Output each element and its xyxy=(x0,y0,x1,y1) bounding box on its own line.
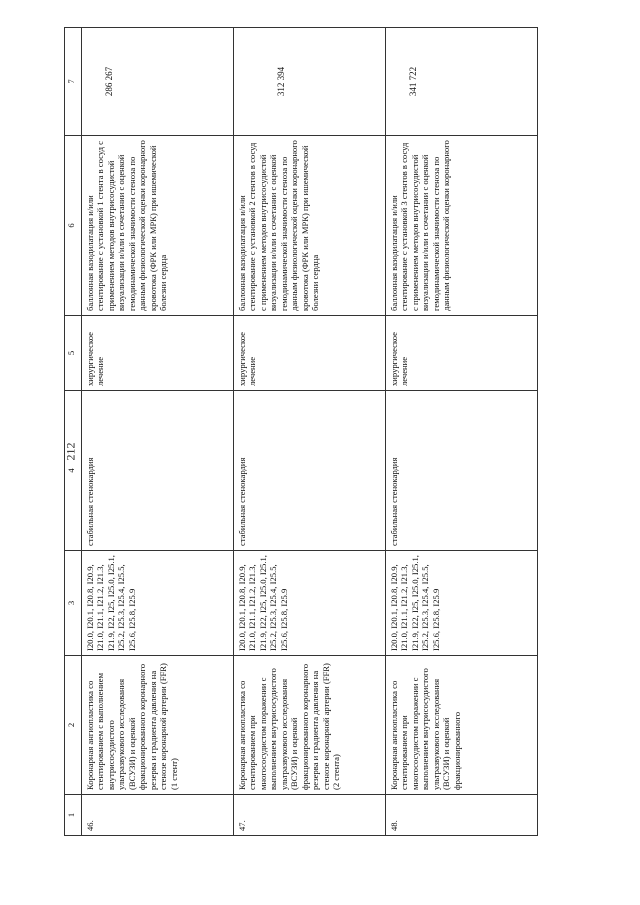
col-header-3: 3 xyxy=(65,551,82,656)
column-number-header-row xyxy=(65,28,82,836)
diagnosis-codes: I20.0, I20.1, I20.8, I20.9, I21.0, I21.1, I21.2, I21.3, I21.9, I22, I25, I25.0, I25.1, I25.2, I25.3, I25.4, I25.5, I25.6, I25.8, I25.9 xyxy=(82,551,234,656)
service-name: Коронарная ангиопластика со стентированием при многососудистом поражении с выполнением внутрисосудистого ультразвукового исследования (ВСУЗИ) и оценкой фракционированного коронарного резерва и градиента давления на стенозе коронарной артерии (FFR) (2 стента) xyxy=(234,656,386,795)
table-row xyxy=(234,28,386,836)
patient-model: стабильная стенокардия xyxy=(234,391,386,551)
treatment-type: хирургическое лечение xyxy=(82,316,234,391)
table-row xyxy=(386,28,538,836)
col-header-7: 7 xyxy=(65,28,82,136)
rotated-table-container xyxy=(64,63,547,836)
price: 286 267 xyxy=(82,28,234,136)
patient-model: стабильная стенокардия xyxy=(386,391,538,551)
col-header-1: 1 xyxy=(65,795,82,836)
table-row xyxy=(82,28,234,836)
services-table xyxy=(64,27,538,836)
diagnosis-codes: I20.0, I20.1, I20.8, I20.9, I21.0, I21.1, I21.2, I21.3, I21.9, I22, I25, I25.0, I25.1, I25.2, I25.3, I25.4, I25.5, I25.6, I25.8, I25.9 xyxy=(386,551,538,656)
treatment-method: баллонная вазодилатация и/или стентирование с установкой 2 стентов в сосуд с применением методов внутрисосудистой визуализации и/или в сочетании с оценкой гемодинамической значимости стеноза по данным физиологической оценки коронарного кровотока (ФРК или МРК) при ишемической болезни сердца xyxy=(234,136,386,316)
treatment-method: баллонная вазодилатация и/или стентирование с установкой 1 стента в сосуд с применением методов внутрисосудистой визуализации и/или в сочетании с оценкой гемодинамической значимости стеноза по данным физиологической оценки коронарного кровотока (ФРК или МРК) при ишемической болезни сердца xyxy=(82,136,234,316)
price: 341 722 xyxy=(386,28,538,136)
service-name: Коронарная ангиопластика со стентированием при многососудистом поражении с выполнением внутрисосудистого ультразвукового исследования (ВСУЗИ) и оценкой фракционированного xyxy=(386,656,538,795)
price: 312 394 xyxy=(234,28,386,136)
row-number: 48. xyxy=(386,795,538,836)
treatment-method: баллонная вазодилатация и/или стентирование с установкой 3 стентов в сосуд с применением методов внутрисосудистой визуализации и/или в сочетании с оценкой гемодинамической значимости стеноза по данным физиологической оценки коронарного xyxy=(386,136,538,316)
col-header-6: 6 xyxy=(65,136,82,316)
col-header-2: 2 xyxy=(65,656,82,795)
row-number: 46. xyxy=(82,795,234,836)
col-header-4: 4 xyxy=(65,391,82,551)
patient-model: стабильная стенокардия xyxy=(82,391,234,551)
col-header-5: 5 xyxy=(65,316,82,391)
treatment-type: хирургическое лечение xyxy=(386,316,538,391)
row-number: 47. xyxy=(234,795,386,836)
service-name: Коронарная ангиопластика со стентированием с выполнением внутрисосудистого ультразвукового исследования (ВСУЗИ) и оценкой фракционированного коронарного резерва и градиента давления на стенозе коронарной артерии (FFR) (1 стент) xyxy=(82,656,234,795)
page-number: 212 xyxy=(63,442,78,461)
diagnosis-codes: I20.0, I20.1, I20.8, I20.9, I21.0, I21.1, I21.2, I21.3, I21.9, I22, I25, I25.0, I25.1, I25.2, I25.3, I25.4, I25.5, I25.6, I25.8, I25.9 xyxy=(234,551,386,656)
treatment-type: хирургическое лечение xyxy=(234,316,386,391)
